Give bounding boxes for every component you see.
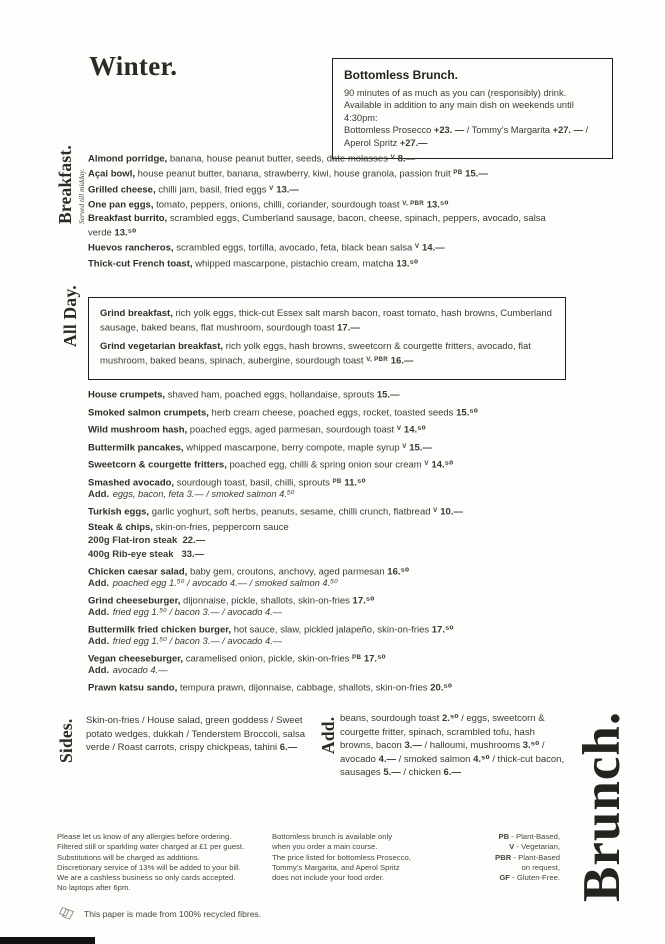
item-desc: poached eggs, aged parmesan, sourdough toast	[189, 424, 395, 436]
item-name: Grilled cheese,	[88, 184, 156, 196]
item-name: Grind cheeseburger,	[88, 595, 181, 607]
item-desc: whipped mascarpone, pistachio cream, matcha	[195, 258, 394, 270]
footer-line: Bottomless brunch is available only	[272, 832, 393, 841]
diet-tag: PB	[332, 477, 342, 485]
item-name: Almond porridge,	[88, 153, 168, 165]
diet-legend	[430, 832, 560, 883]
item-desc: hot sauce, slaw, pickled jalapeño, skin-on-fries	[233, 624, 430, 636]
steak-option: 200g Flat-iron steak 22.—	[88, 535, 206, 546]
addons-text: fried egg 1.⁵⁰ / bacon 3.— / avocado 4.—	[112, 607, 283, 617]
item-name: Vegan cheeseburger,	[88, 653, 184, 665]
addons-label: Add.	[88, 488, 110, 500]
addons-text: fried egg 1.⁵⁰ / bacon 3.— / avocado 4.—	[112, 636, 283, 646]
item-price: 17.—	[337, 322, 360, 334]
menu-item	[88, 651, 566, 677]
item-name: Grind breakfast,	[100, 308, 173, 319]
item-name: Açai bowl,	[88, 168, 135, 180]
bottomless-brunch-box	[332, 58, 613, 159]
footer-line: No laptops after 6pm.	[57, 883, 131, 893]
diet-tag: V	[433, 506, 438, 514]
menu-item	[100, 307, 554, 335]
item-price: 14.⁵⁰	[431, 459, 454, 471]
item-desc: caramelised onion, pickle, skin-on-fries	[185, 653, 350, 665]
addons-label: Add.	[88, 578, 110, 589]
item-desc: poached egg, chilli & spring onion sour cream	[229, 459, 422, 471]
section-label-add	[318, 717, 339, 754]
item-name: Thick-cut French toast,	[88, 258, 193, 270]
diet-tag: V	[402, 442, 407, 450]
breakfast-section	[88, 151, 566, 271]
item-price: 11.⁵⁰	[344, 477, 366, 488]
item-name: Wild mushroom hash,	[88, 424, 188, 436]
item-name: Steak & chips,	[88, 522, 153, 533]
item-name: Smoked salmon crumpets,	[88, 407, 209, 418]
item-desc: banana, house peanut butter, seeds, date molasses	[169, 153, 388, 165]
menu-item	[88, 182, 566, 197]
menu-item	[88, 622, 566, 648]
brunch-vertical-title: Brunch.	[573, 710, 631, 902]
legend-line: on request,	[521, 862, 560, 872]
item-name: Prawn katsu sando,	[88, 682, 178, 694]
menu-item	[88, 457, 566, 472]
item-desc: chilli jam, basil, fried eggs	[158, 184, 267, 196]
item-price: 13.—	[276, 184, 299, 196]
menu-item	[88, 680, 566, 695]
legend-line: V - Vegetarian,	[509, 842, 560, 852]
menu-item	[88, 564, 566, 590]
diet-tag: V	[269, 184, 274, 192]
item-name: Grind vegetarian breakfast,	[100, 340, 224, 352]
breakfast-label: Breakfast.	[55, 145, 75, 224]
footer-line: Discretionary service of 13% will be added to your bill.	[57, 862, 241, 872]
section-label-breakfast	[55, 145, 86, 224]
item-name: Turkish eggs,	[88, 506, 150, 517]
menu-item	[88, 256, 566, 271]
item-price: 13.⁵⁰	[114, 227, 137, 239]
item-desc: rich yolk eggs, thick-cut Essex salt marsh bacon, roast tomato, hash browns, Cumberland sausage, baked beans, flat mushroom, sourdough toast	[100, 308, 552, 334]
steak-option: 400g Rib-eye steak 33.—	[88, 548, 205, 560]
item-price: 16.—	[390, 355, 414, 366]
item-price: 17.⁵⁰	[363, 653, 386, 665]
item-price: 15.—	[465, 168, 488, 180]
item-price: 13.⁵⁰	[426, 199, 449, 211]
item-price: 10.—	[440, 506, 463, 517]
bottomless-line: 90 minutes of as much as you can (responsibly) drink.	[344, 88, 567, 98]
item-desc: scrambled eggs, Cumberland sausage, bacon, cheese, spinach, peppers, avocado, salsa verde	[88, 213, 546, 239]
menu-item	[88, 387, 566, 402]
item-desc: sourdough toast, basil, chilli, sprouts	[176, 477, 330, 488]
item-desc: tomato, peppers, onions, chilli, coriander, sourdough toast	[156, 199, 400, 211]
add-label: Add.	[318, 716, 338, 754]
menu-item	[88, 197, 566, 212]
item-desc: whipped mascarpone, berry compote, maple syrup	[186, 442, 400, 453]
diet-tag: PB	[453, 169, 463, 177]
menu-item	[88, 593, 566, 619]
addons-text: avocado 4.—	[112, 665, 168, 675]
diet-tag: V	[424, 460, 429, 467]
bottomless-line: Available in addition to any main dish on weekends until 4:30pm:	[344, 100, 574, 123]
item-desc: house peanut butter, banana, strawberry, kiwi, house granola, passion fruit	[137, 168, 451, 180]
footer-line: Tommy’s Margarita, and Aperol Spritz	[272, 862, 400, 872]
grind-breakfast-box	[88, 297, 566, 380]
footer-line: We are a cashless business so only cards accepted.	[57, 873, 236, 883]
item-desc: scrambled eggs, tortilla, avocado, feta, black bean salsa	[176, 242, 413, 254]
menu-item	[88, 240, 566, 255]
footer-line: does not include your food order.	[272, 873, 384, 883]
page-edge-bar	[0, 937, 95, 944]
recycled-paper-icon	[57, 906, 76, 922]
all-day-label: All Day.	[60, 285, 80, 347]
footer-policies	[57, 832, 272, 894]
item-desc: shaved ham, poached eggs, hollandaise, sprouts	[167, 389, 375, 401]
item-name: Sweetcorn & courgette fritters,	[88, 459, 227, 471]
item-name: Smashed avocado,	[88, 477, 175, 488]
menu-item	[88, 166, 566, 181]
item-price: 17.⁵⁰	[352, 595, 375, 607]
item-price: 20.⁵⁰	[430, 682, 453, 694]
item-desc: tempura prawn, dijonnaise, cabbage, shallots, skin-on-fries	[179, 682, 428, 694]
item-name: One pan eggs,	[88, 199, 154, 211]
item-price: 15.—	[376, 389, 400, 401]
diet-tag: V	[390, 154, 396, 161]
item-addons	[88, 488, 566, 501]
footer-line: Substitutions will be charged as additions.	[57, 852, 200, 862]
menu-item	[88, 521, 566, 561]
diet-tag: V	[396, 425, 402, 432]
item-name: Buttermilk pancakes,	[88, 442, 184, 453]
diet-tag: PB	[352, 654, 362, 661]
item-price: 17.⁵⁰	[431, 624, 454, 636]
item-price: 15.⁵⁰	[456, 407, 478, 418]
item-name: Chicken caesar salad,	[88, 566, 188, 578]
addons-label: Add.	[88, 665, 110, 676]
item-name: Huevos rancheros,	[88, 242, 174, 254]
footer-line: Please let us know of any allergies before ordering.	[57, 832, 232, 841]
menu-item	[88, 475, 566, 501]
menu-title: Winter.	[89, 51, 178, 81]
sides-label: Sides.	[56, 718, 76, 763]
footer-line: The price listed for bottomless Prosecco,	[272, 852, 411, 862]
recycled-note	[57, 906, 261, 922]
recycled-text: This paper is made from 100% recycled fibres.	[84, 909, 262, 919]
footer-line: Filtered still or sparkling water charged at £1 per guest.	[57, 842, 245, 852]
item-addons	[88, 664, 566, 677]
addons-text: eggs, bacon, feta 3.— / smoked salmon 4.⁵⁰	[112, 488, 295, 499]
diet-tag: V, PBR	[402, 199, 425, 207]
menu-item	[88, 504, 566, 519]
section-label-sides	[56, 719, 77, 763]
item-desc: rich yolk eggs, hash browns, sweetcorn & courgette fritters, avocado, flat mushroom, baked beans, spinach, aubergine, sourdough toast	[100, 340, 531, 366]
footer-line: when you order a main course.	[272, 842, 378, 852]
all-day-section	[88, 387, 566, 698]
menu-item	[88, 440, 566, 455]
menu-item	[88, 422, 566, 437]
legend-line: PB - Plant-Based,	[498, 832, 560, 841]
item-desc: garlic yoghurt, soft herbs, peanuts, sesame, chilli crunch, flatbread	[151, 506, 431, 517]
sides-text: Skin-on-fries / House salad, green goddess / Sweet potato wedges, dukkah / Tenderstem Broccoli, salsa verde / Roast carrots, crispy chickpeas, tahini 6.—	[86, 715, 305, 754]
addons-text: poached egg 1.⁵⁰ / avocado 4.— / smoked salmon 4.⁵⁰	[112, 578, 338, 588]
bottomless-title: Bottomless Brunch.	[344, 68, 459, 82]
menu-item	[88, 212, 566, 240]
item-addons	[88, 606, 566, 619]
diet-tag: V	[414, 243, 420, 251]
item-desc: skin-on-fries, peppercorn sauce	[155, 522, 289, 533]
addons-label: Add.	[88, 607, 110, 618]
menu-item	[100, 340, 554, 368]
add-ons-text: beans, sourdough toast 2.⁵⁰ / eggs, sweetcorn & courgette fritter, spinach, scrambled tofu, hash browns, bacon 3.— / halloumi, mushrooms 3.⁵⁰ / avocado 4.— / smoked salmon 4.⁵⁰ / thick-cut bacon, sausages 5.— / chicken 6.—	[340, 713, 565, 779]
breakfast-sublabel: Served till midday.	[77, 168, 86, 224]
item-price: 8.—	[397, 153, 416, 165]
item-desc: dijonnaise, pickle, shallots, skin-on-fries	[183, 595, 350, 607]
item-price: 16.⁵⁰	[387, 566, 410, 578]
bottomless-drinks-line: Aperol Spritz +27.—	[344, 137, 428, 148]
diet-tag: V, PBR	[366, 355, 389, 363]
item-addons	[88, 577, 566, 590]
menu-item	[88, 151, 566, 166]
item-price: 14.⁵⁰	[403, 424, 426, 436]
item-desc: herb cream cheese, poached eggs, rocket, toasted seeds	[211, 407, 454, 418]
item-name: Breakfast burrito,	[88, 213, 168, 225]
item-price: 13.⁵⁰	[396, 258, 419, 270]
item-desc: baby gem, croutons, anchovy, aged parmesan	[189, 566, 385, 578]
item-price: 15.—	[409, 442, 432, 453]
item-addons	[88, 635, 566, 648]
item-name: House crumpets,	[88, 389, 166, 401]
legend-line: GF - Gluten-Free.	[499, 873, 560, 883]
item-price: 14.—	[421, 242, 445, 254]
menu-item	[88, 405, 566, 420]
legend-line: PBR - Plant-Based	[495, 852, 560, 862]
bottomless-drinks-line: Bottomless Prosecco +23. — / Tommy’s Margarita +27. — /	[344, 125, 589, 136]
section-label-all-day	[60, 285, 81, 347]
item-name: Buttermilk fried chicken burger,	[88, 624, 232, 636]
addons-label: Add.	[88, 636, 110, 647]
